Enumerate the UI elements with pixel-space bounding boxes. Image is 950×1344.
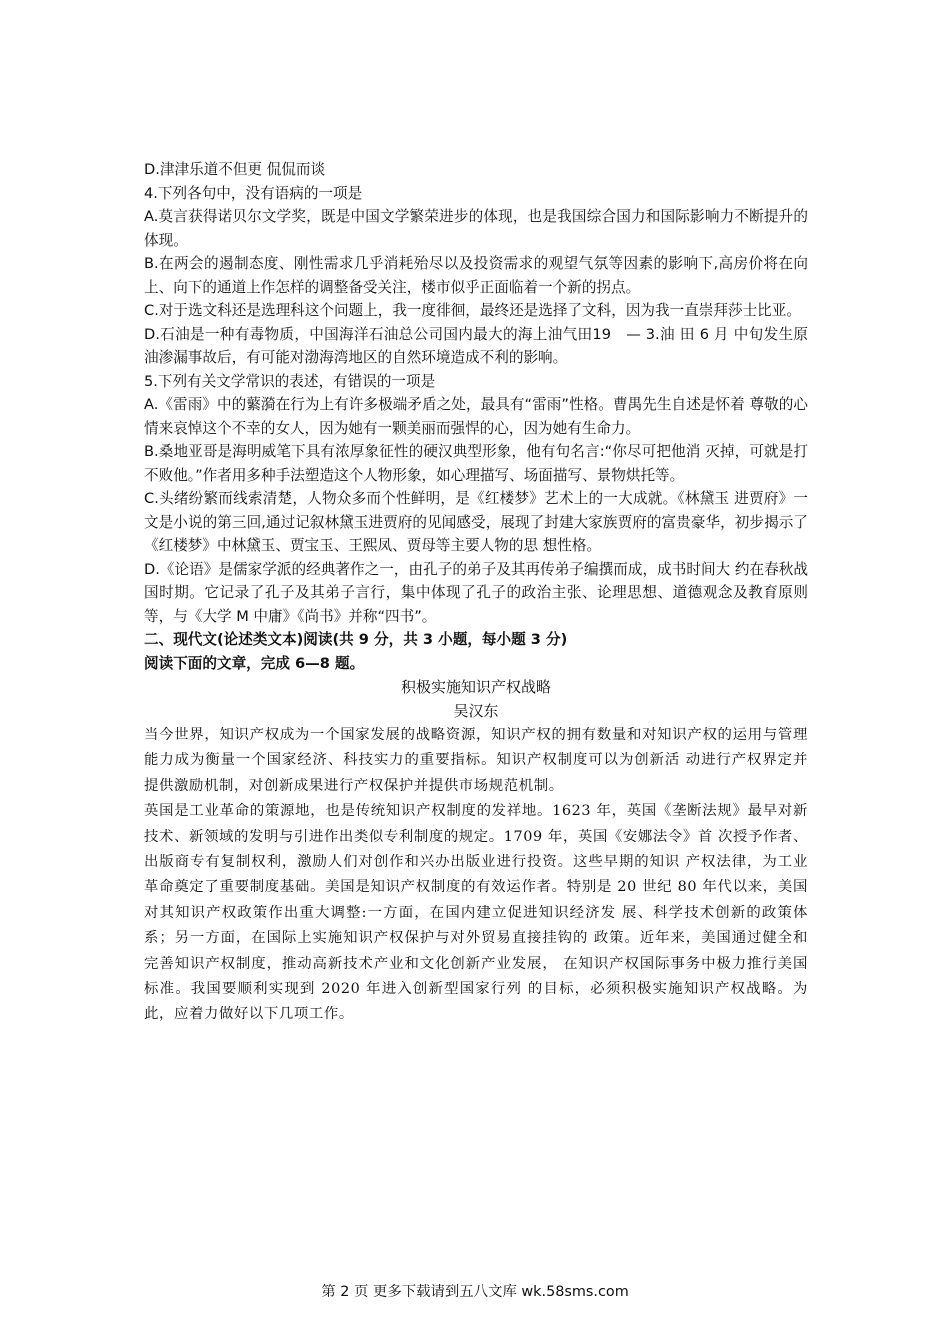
article-title: 积极实施知识产权战略 bbox=[400, 678, 551, 696]
q4-option-b: B.在两会的遏制态度、刚性需求几乎消耗殆尽以及投资需求的观望气氛等因素的影响下,高房价将在向上、向下的通道上作怎样的调整备受关注，楼市似乎正面临着一个新的拐点。 bbox=[144, 255, 808, 296]
q4-option-a: A.莫言获得诺贝尔文学奖，既是中国文学繁荣进步的体现，也是我国综合国力和国际影响力不断提升的体现。 bbox=[144, 208, 808, 249]
q4-stem: 4.下列各句中，没有语病的一项是 bbox=[144, 184, 363, 202]
q5-option-b: B.桑地亚哥是海明威笔下具有浓厚象征性的硬汉典型形象，他有句名言:“你尽可把他消 灭掉，可就是打不败他。”作者用多种手法塑造这个人物形象，如心理描写、场面描写、景物烘托等。 bbox=[144, 443, 808, 484]
q5-option-d: D.《论语》是儒家学派的经典著作之一，由孔子的弟子及其再传弟子编撰而成，成书时间大 约在春秋战国时期。它记录了孔子及其弟子言行，集中体现了孔子的政治主张、论理思想、道德观念及教育原则等，与《大学 M 中庸》《尚书》并称“四书”。 bbox=[144, 560, 808, 625]
section-instruction: 阅读下面的文章，完成 6—8 题。 bbox=[144, 654, 365, 672]
q5-option-c: C.头绪纷繁而线索清楚，人物众多而个性鲜明，是《红楼梦》艺术上的一大成就。《林黛玉 进贾府》一文是小说的第三回,通过记叙林黛玉进贾府的见闻感受，展现了封建大家族贾府的富贵豪华，初步揭示了《红楼梦》中林黛玉、贾宝玉、王熙凤、贾母等主要人物的思 想性格。 bbox=[144, 490, 808, 554]
article-paragraph-1: 当今世界，知识产权成为一个国家发展的战略资源，知识产权的拥有数量和对知识产权的运用与管理能力成为衡量一个国家经济、科技实力的重要指标。知识产权制度可以为创新活 动进行产权界定并提供激励机制，对创新成果进行产权保护并提供市场规范机制。 bbox=[144, 727, 808, 794]
page-footer: 第 2 页 更多下载请到五八文库 wk.58sms.com bbox=[321, 1284, 629, 1300]
q5-option-a: A.《雷雨》中的蘩漪在行为上有许多极端矛盾之处，最具有“雷雨”性格。曹禺先生自述是怀着 尊敬的心情来哀悼这个不幸的女人，因为她有一颗美丽而强悍的心，因为她有生命力。 bbox=[144, 396, 808, 437]
document-page bbox=[144, 158, 808, 1028]
q4-option-d: D.石油是一种有毒物质，中国海洋石油总公司国内最大的海上油气田19 — 3.油 田 6 月 中旬发生原油渗漏事故后，有可能对渤海湾地区的自然环境造成不利的影响。 bbox=[144, 325, 808, 366]
q3-option-d: D.津津乐道不但更 侃侃而谈 bbox=[144, 161, 326, 178]
article-paragraph-2: 英国是工业革命的策源地，也是传统知识产权制度的发祥地。1623 年，英国《垄断法规》最早对新技术、新领域的发明与引进作出类似专利制度的规定。1709 年，英国《安娜法令》首 次授予作者、出版商专有复制权利，激励人们对创作和兴办出版业进行投资。这些早期的知识 产权法律，为工业革命奠定了重要制度基础。美国是知识产权制度的有效运作者。特别是 20 世纪 80 年代以来，美国对其知识产权政策作出重大调整:一方面，在国内建立促进知识经济发 展、科学技术创新的政策体系；另一方面，在国际上实施知识产权保护与对外贸易直接挂钩的 政策。近年来，美国通过健全和完善知识产权制度，推动高新技术产业和文化创新产业发展， 在知识产权国际事务中极力推行美国标准。我国要顺利实现到 2020 年进入创新型国家行列 的目标，必须积极实施知识产权战略。为此，应着力做好以下几项工作。 bbox=[144, 803, 808, 1023]
q4-option-c: C.对于选文科还是选理科这个问题上，我一度徘徊，最终还是选择了文科，因为我一直崇拜莎士比亚。 bbox=[144, 302, 801, 319]
article-author: 吴汉东 bbox=[453, 702, 499, 720]
section-heading: 二、现代文(论述类文本)阅读(共 9 分，共 3 小题，每小题 3 分) bbox=[144, 631, 568, 648]
q5-stem: 5.下列有关文学常识的表述，有错误的一项是 bbox=[144, 372, 436, 390]
